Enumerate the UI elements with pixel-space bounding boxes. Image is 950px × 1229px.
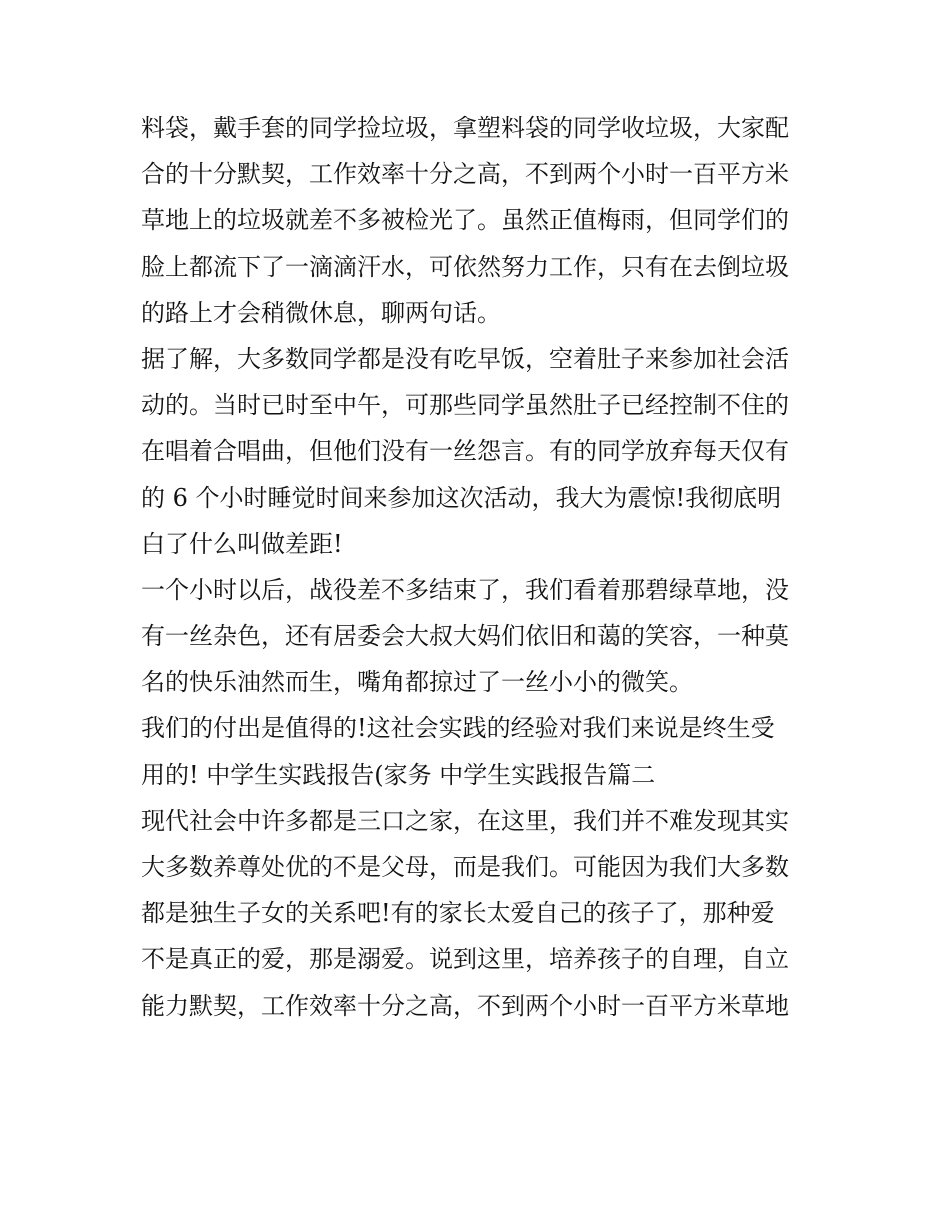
text-line: 用的! 中学生实践报告(家务 中学生实践报告篇二 [141, 760, 656, 789]
text-line: 一个小时以后，战役差不多结束了，我们看着那碧绿草地，没 [141, 575, 789, 604]
text-line: 能力默契，工作效率十分之高，不到两个小时一百平方米草地 [141, 991, 789, 1020]
text-line: 的 6 个小时睡觉时间来参加这次活动，我大为震惊!我彻底明 [141, 483, 782, 512]
text-line: 白了什么叫做差距! [141, 529, 343, 558]
text-line: 名的快乐油然而生，嘴角都掠过了一丝小小的微笑。 [141, 668, 693, 697]
body-text [141, 105, 821, 1029]
text-line: 现代社会中许多都是三口之家，在这里，我们并不难发现其实 [141, 806, 789, 835]
text-line: 脸上都流下了一滴滴汗水，可依然努力工作，只有在去倒垃圾 [141, 252, 789, 281]
text-line: 不是真正的爱，那是溺爱。说到这里，培养孩子的自理，自立 [141, 945, 789, 974]
text-line: 据了解，大多数同学都是没有吃早饭，空着肚子来参加社会活 [141, 344, 789, 373]
text-line: 的路上才会稍微休息，聊两句话。 [141, 298, 501, 327]
text-line: 我们的付出是值得的!这社会实践的经验对我们来说是终生受 [141, 714, 775, 743]
text-line: 合的十分默契，工作效率十分之高，不到两个小时一百平方米 [141, 160, 789, 189]
text-line: 有一丝杂色，还有居委会大叔大妈们依旧和蔼的笑容，一种莫 [141, 622, 789, 651]
text-line: 草地上的垃圾就差不多被检光了。虽然正值梅雨，但同学们的 [141, 206, 789, 235]
text-line: 大多数养尊处优的不是父母，而是我们。可能因为我们大多数 [141, 853, 789, 881]
text-line: 料袋，戴手套的同学捡垃圾，拿塑料袋的同学收垃圾，大家配 [141, 114, 789, 142]
text-line: 动的。当时已时至中午，可那些同学虽然肚子已经控制不住的 [141, 391, 789, 420]
text-line: 在唱着合唱曲，但他们没有一丝怨言。有的同学放弃每天仅有 [141, 437, 789, 466]
text-line: 都是独生子女的关系吧!有的家长太爱自己的孩子了，那种爱 [141, 899, 775, 928]
